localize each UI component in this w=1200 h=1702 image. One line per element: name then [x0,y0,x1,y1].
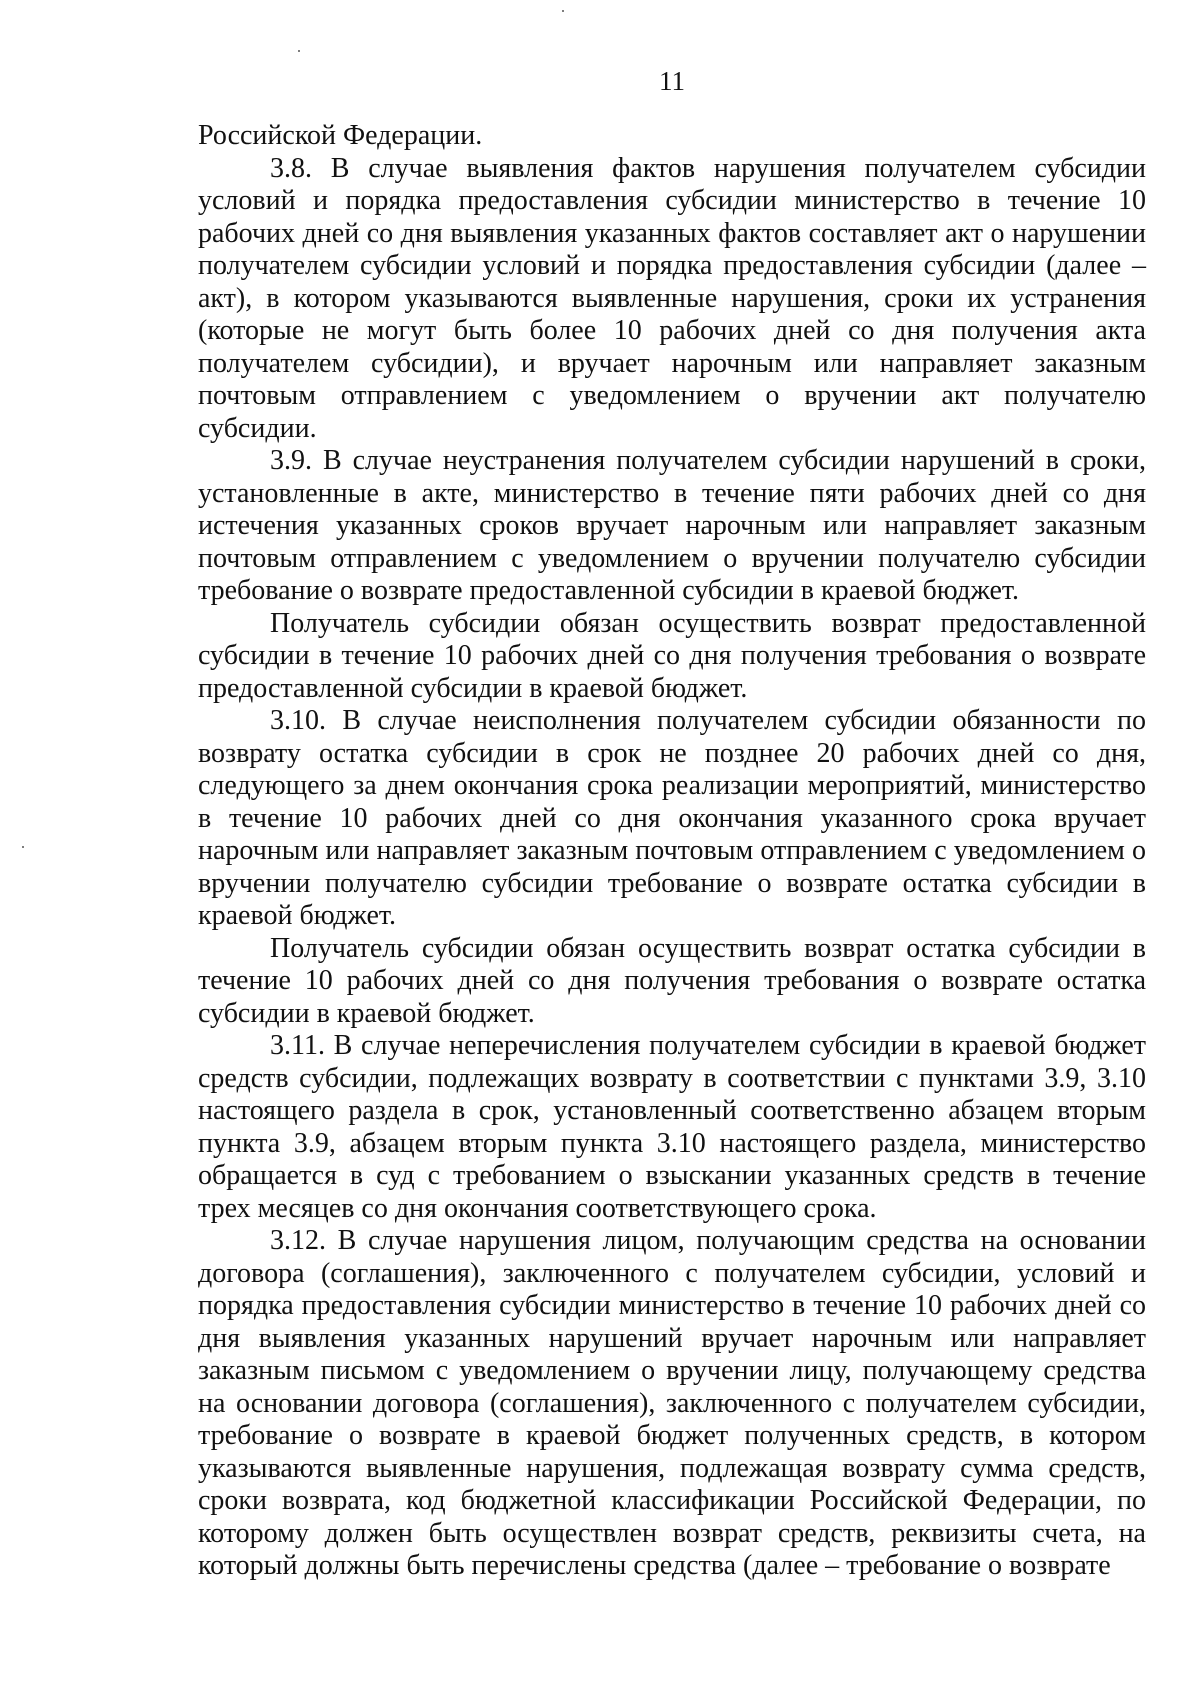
paragraph-3-11: 3.11. В случае неперечисления получателем субсидии в краевой бюджет средств субсидии, подлежащих возврату в соответствии с пунктами 3.9, 3.10 настоящего раздела в срок, установленный соответственно абзацем вторым пункта 3.9, абзацем вторым пункта 3.10 настоящего раздела, министерство обращается в суд с требованием о взыскании указанных средств в течение трех месяцев со дня окончания соответствующего срока. [198,1030,1146,1224]
paragraph-3-10-second: Получатель субсидии обязан осуществить возврат остатка субсидии в течение 10 рабочих дней со дня получения требования о возврате остатка субсидии в краевой бюджет. [198,932,1146,1029]
paragraph-3-8: 3.8. В случае выявления фактов нарушения получателем субсидии условий и порядка предоставления субсидии министерство в течение 10 рабочих дней со дня выявления указанных фактов составляет акт о нарушении получателем субсидии условий и порядка предоставления субсидии (далее – акт), в котором указываются выявленные нарушения, сроки их устранения (которые не могут быть более 10 рабочих дней со дня получения акта получателем субсидии), и вручает нарочным или направляет заказным почтовым отправлением с уведомлением о вручении акт получателю субсидии. [198,152,1146,444]
paragraph-3-9: 3.9. В случае неустранения получателем субсидии нарушений в сроки, установленные в акте, министерство в течение пяти рабочих дней со дня истечения указанных сроков вручает нарочным или направляет заказным почтовым отправлением с уведомлением о вручении получателю субсидии требование о возврате предоставленной субсидии в краевой бюджет. [198,445,1146,606]
paragraph-3-10: 3.10. В случае неисполнения получателем субсидии обязанности по возврату остатка субсидии в срок не позднее 20 рабочих дней со дня, следующего за днем окончания срока реализации мероприятий, министерство в течение 10 рабочих дней со дня окончания указанного срока вручает нарочным или направляет заказным почтовым отправлением с уведомлением о вручении получателю субсидии требование о возврате остатка субсидии в краевой бюджет. [198,705,1146,931]
page-number: 11 [659,66,685,96]
paragraph-3-9-second: Получатель субсидии обязан осуществить возврат предоставленной субсидии в течение 10 рабочих дней со дня получения требования о возврате предоставленной субсидии в краевой бюджет. [198,607,1146,704]
document-body [198,120,1146,1583]
scan-speck [22,846,24,848]
paragraph-continuation: Российской Федерации. [198,120,483,151]
paragraph-3-12: 3.12. В случае нарушения лицом, получающим средства на основании договора (соглашения), заключенного с получателем субсидии, условий и порядка предоставления субсидии министерство в течение 10 рабочих дней со дня выявления указанных нарушений вручает нарочным или направляет заказным письмом с уведомлением о вручении лицу, получающему средства на основании договора (соглашения), заключенного с получателем субсидии, требование о возврате в краевой бюджет полученных средств, в котором указываются выявленные нарушения, подлежащая возврату сумма средств, сроки возврата, код бюджетной классификации Российской Федерации, по которому должен быть осуществлен возврат средств, реквизиты счета, на который должны быть перечислены средства (далее – требование о возврате [198,1225,1146,1581]
scan-speck [298,50,300,52]
scan-speck [562,10,564,12]
